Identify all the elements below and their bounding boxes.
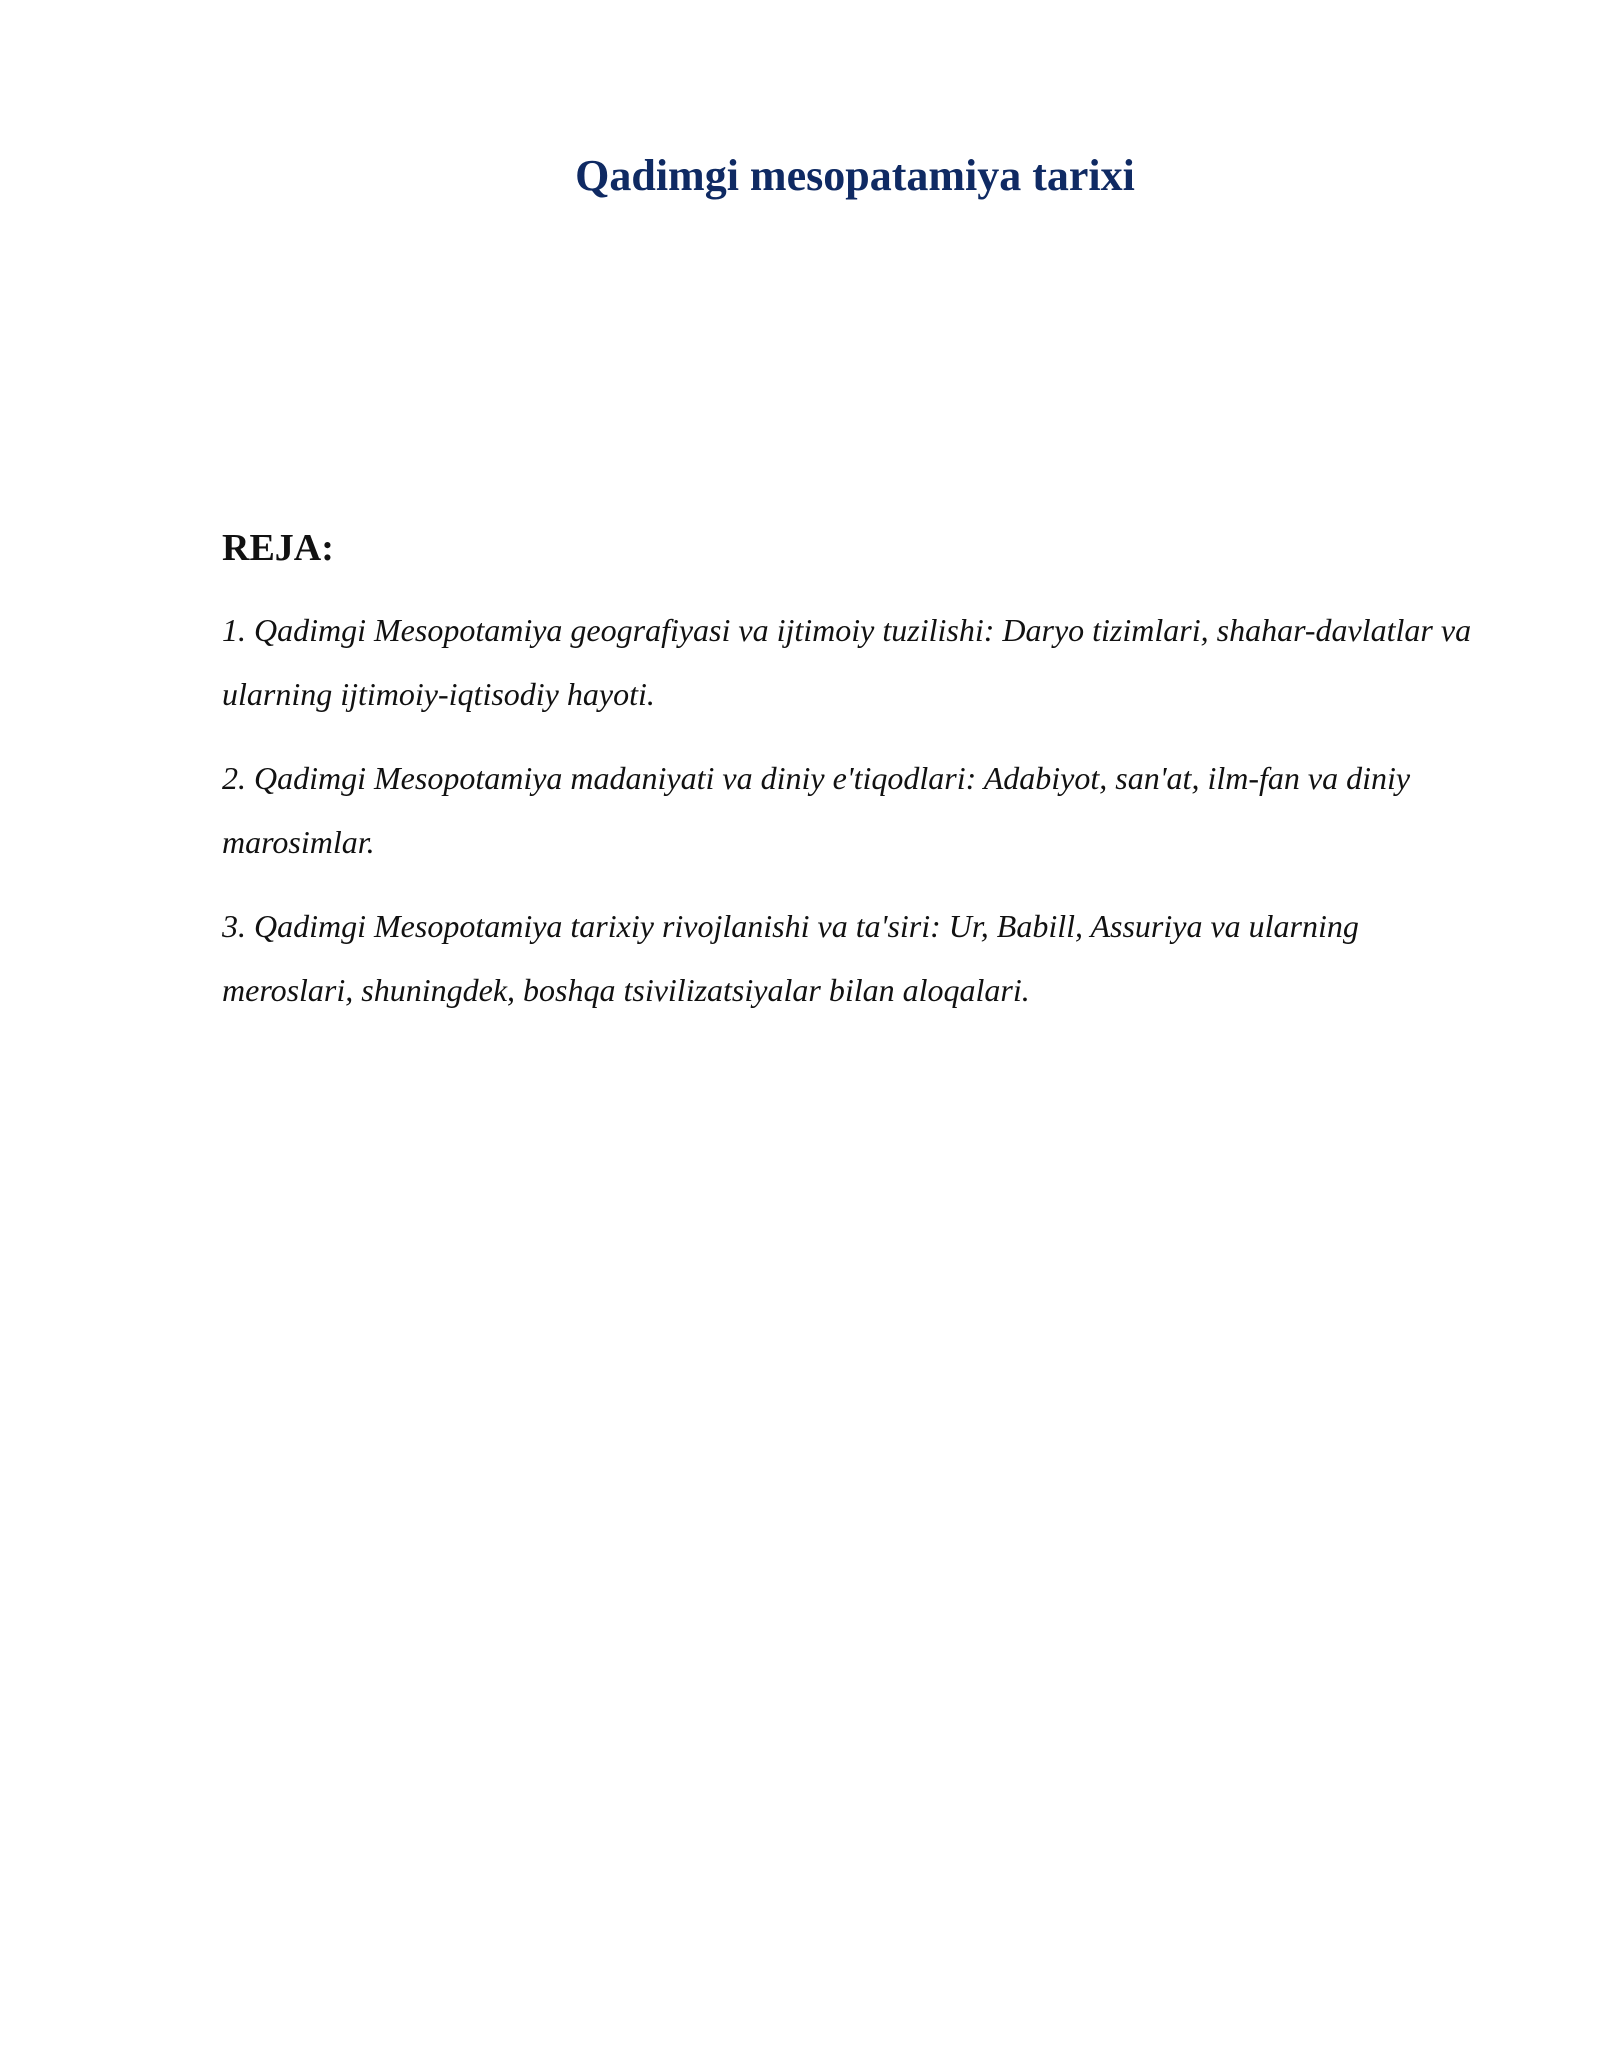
plan-section <box>222 520 1482 1042</box>
plan-heading: REJA: <box>222 527 334 569</box>
plan-item-1: 1. Qadimgi Mesopotamiya geografiyasi va ijtimoiy tuzilishi: Daryo tizimlari, shahar-davlatlar va ularning ijtimoiy-iqtisodiy hayoti. <box>222 612 1472 712</box>
document-title: Qadimgi mesopatamiya tarixi <box>575 151 1135 200</box>
plan-list <box>222 598 1482 1022</box>
plan-item-3: 3. Qadimgi Mesopotamiya tarixiy rivojlanishi va ta'siri: Ur, Babill, Assuriya va ularning meroslari, shuningdek, boshqa tsivilizatsiyalar bilan aloqalari. <box>222 908 1359 1008</box>
plan-item-2: 2. Qadimgi Mesopotamiya madaniyati va diniy e'tiqodlari: Adabiyot, san'at, ilm-fan va diniy marosimlar. <box>222 760 1411 860</box>
